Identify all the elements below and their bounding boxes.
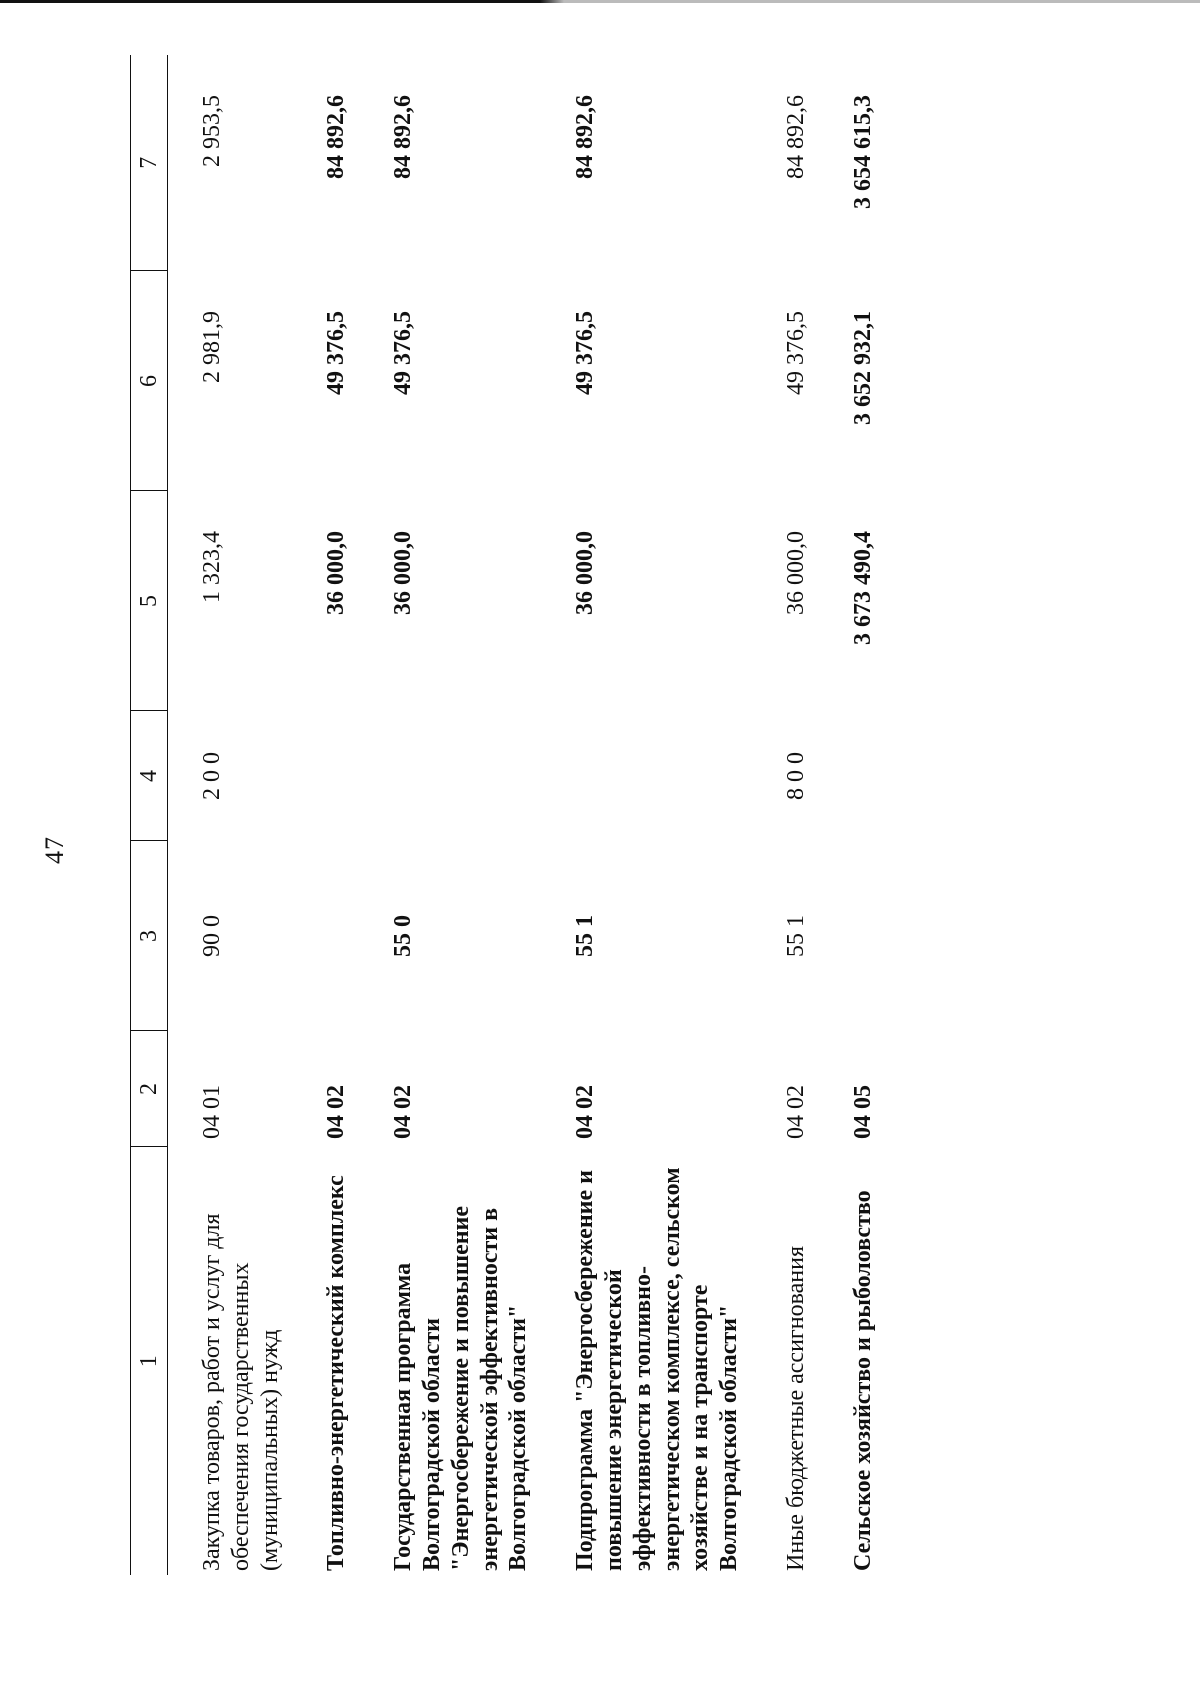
row-type-code: [819, 711, 886, 841]
header-col-1: 1: [131, 1147, 168, 1575]
table-row: [752, 55, 819, 1575]
header-col-2: 2: [131, 1031, 168, 1147]
row-target-code: [292, 841, 359, 1031]
row-amount-col5: 36 000,0: [390, 531, 417, 615]
row-name: Государственная программа Волгоградской области "Энергосбережение и повышение энергетической эффективности в Волгоградской области": [390, 1205, 532, 1571]
table-row: [541, 55, 752, 1575]
row-amount-col5: 36 000,0: [572, 531, 599, 615]
row-target-code: [819, 841, 886, 1031]
table-row: [292, 55, 359, 1575]
row-type-code: 2 0 0: [199, 752, 225, 800]
row-section-code: 04 02: [782, 1085, 809, 1139]
row-name: Подпрограмма "Энергосбережение и повышение энергетической эффективности в топливно-энергетическом комплексе, сельском хозяйстве и на транспорте Волгоградской области": [572, 1167, 743, 1571]
row-type-code: [292, 711, 359, 841]
row-section-code: 04 05: [849, 1085, 876, 1139]
row-amount-col6: 49 376,5: [572, 311, 599, 395]
row-name: Закупка товаров, работ и услуг для обеспечения государственных (муниципальных) нужд: [199, 1213, 283, 1571]
row-type-code: 8 0 0: [782, 752, 809, 800]
row-amount-col6: 49 376,5: [323, 311, 350, 395]
header-col-6: 6: [131, 271, 168, 491]
row-amount-col7: 84 892,6: [390, 95, 417, 179]
row-amount-col7: 2 953,5: [199, 95, 225, 167]
row-name: Сельское хозяйство и рыболовство: [849, 1190, 876, 1571]
table-row: [359, 55, 541, 1575]
header-col-7: 7: [131, 55, 168, 271]
header-col-3: 3: [131, 841, 168, 1031]
row-amount-col7: 3 654 615,3: [849, 95, 876, 209]
row-amount-col6: 49 376,5: [390, 311, 417, 395]
table-row: [168, 55, 293, 1575]
row-section-code: 04 02: [323, 1085, 350, 1139]
row-amount-col6: 49 376,5: [782, 311, 809, 395]
row-amount-col6: 3 652 932,1: [849, 311, 876, 425]
row-type-code: [359, 711, 541, 841]
budget-table: [130, 55, 886, 1575]
header-col-4: 4: [131, 711, 168, 841]
table-row: [819, 55, 886, 1575]
header-col-5: 5: [131, 491, 168, 711]
row-target-code: 55 1: [782, 915, 809, 957]
row-section-code: 04 01: [199, 1085, 225, 1139]
row-target-code: 90 0: [199, 915, 225, 957]
row-target-code: 55 1: [572, 915, 599, 957]
row-section-code: 04 02: [390, 1085, 417, 1139]
row-amount-col7: 84 892,6: [782, 95, 809, 179]
rotated-page: [130, 55, 1190, 1575]
scan-edge: [0, 0, 1200, 3]
row-type-code: [541, 711, 752, 841]
page-number: 47: [40, 836, 69, 864]
row-amount-col5: 36 000,0: [323, 531, 350, 615]
row-name: Иные бюджетные ассигнования: [782, 1246, 809, 1571]
row-amount-col5: 1 323,4: [199, 531, 225, 603]
row-amount-col6: 2 981,9: [199, 311, 225, 383]
row-amount-col7: 84 892,6: [572, 95, 599, 179]
row-amount-col7: 84 892,6: [323, 95, 350, 179]
row-amount-col5: 36 000,0: [782, 531, 809, 615]
row-name: Топливно-энергетический комплекс: [323, 1175, 350, 1571]
header-row: [131, 55, 168, 1575]
row-target-code: 55 0: [390, 915, 417, 957]
row-amount-col5: 3 673 490,4: [849, 531, 876, 645]
row-section-code: 04 02: [572, 1085, 599, 1139]
